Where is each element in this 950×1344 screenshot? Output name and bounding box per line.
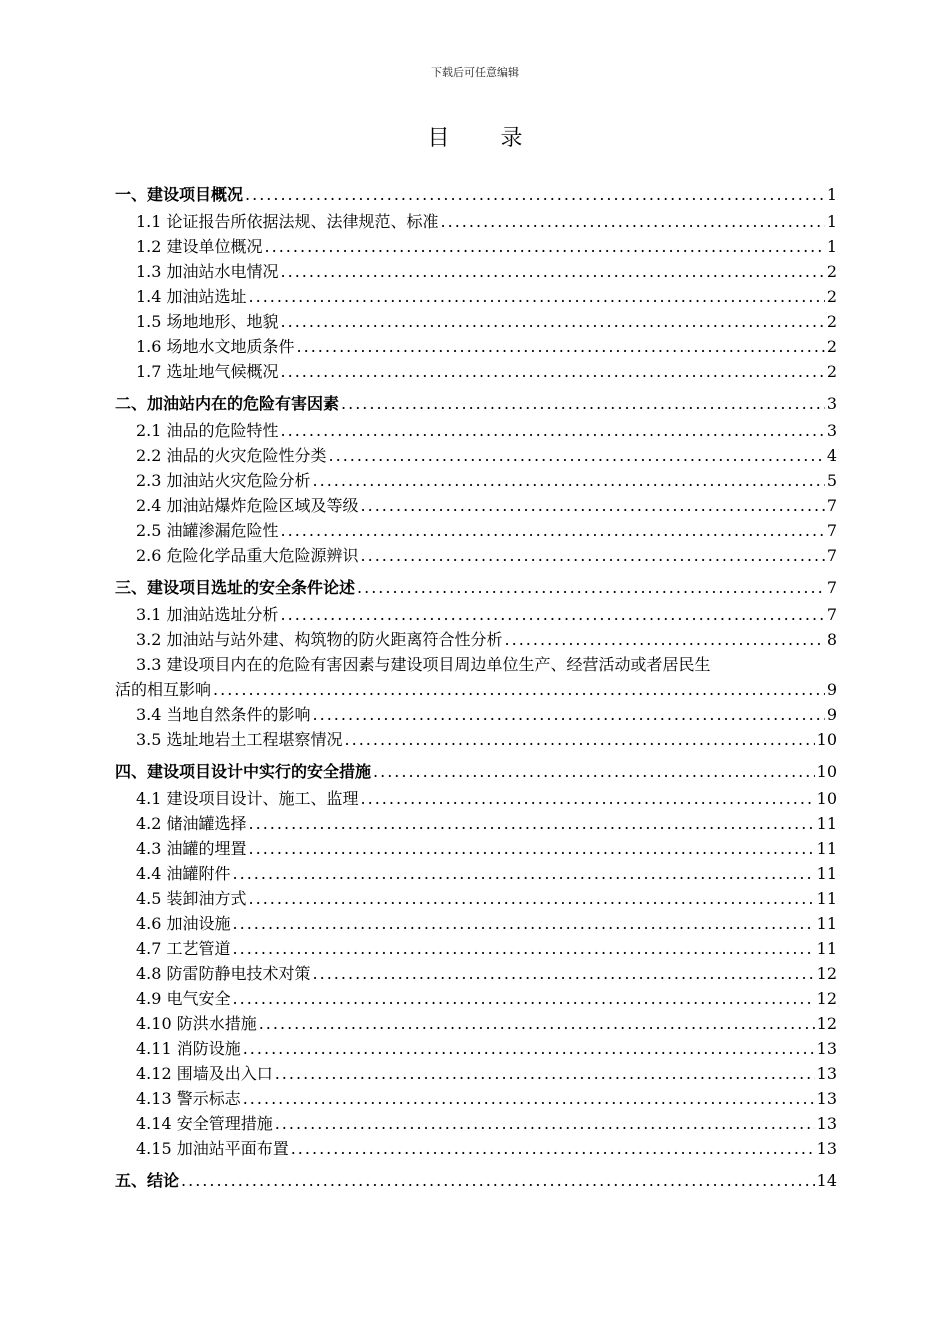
toc-leader-dots xyxy=(361,786,815,811)
toc-entry-label: 4.8 防雷防静电技术对策 xyxy=(136,964,311,983)
toc-entry-label: 1.3 加油站水电情况 xyxy=(136,262,279,281)
toc-leader-dots xyxy=(291,1136,815,1161)
toc-entry-label: 2.6 危险化学品重大危险源辨识 xyxy=(136,546,359,565)
toc-leader-dots xyxy=(213,677,825,702)
toc-leader-dots xyxy=(281,602,825,627)
toc-leader-dots xyxy=(249,836,815,861)
toc-entry[interactable] xyxy=(115,543,837,568)
toc-page-number: 10 xyxy=(816,789,837,808)
toc-page-number: 13 xyxy=(816,1139,837,1158)
toc-page-number: 4 xyxy=(826,446,837,465)
toc-entry-label: 3.4 当地自然条件的影响 xyxy=(136,705,311,724)
toc-page-number: 13 xyxy=(816,1039,837,1058)
toc-entry[interactable] xyxy=(115,836,837,861)
toc-entry[interactable] xyxy=(115,1036,837,1061)
toc-entry[interactable] xyxy=(115,518,837,543)
toc-page-number: 2 xyxy=(826,262,837,281)
toc-leader-dots xyxy=(181,1167,815,1195)
toc-entry-label: 1.6 场地水文地质条件 xyxy=(136,337,295,356)
toc-entry-label: 4.4 油罐附件 xyxy=(136,864,231,883)
toc-entry-label-continued: 活的相互影响 xyxy=(115,680,212,699)
toc-entry[interactable] xyxy=(115,1086,837,1111)
toc-leader-dots xyxy=(329,443,825,468)
toc-page-number: 12 xyxy=(816,989,837,1008)
toc-entry[interactable] xyxy=(115,727,837,752)
toc-leader-dots xyxy=(249,886,815,911)
toc-entry-label: 一、建设项目概况 xyxy=(115,185,244,204)
toc-leader-dots xyxy=(313,702,825,727)
toc-section-entry[interactable] xyxy=(115,181,837,209)
toc-leader-dots xyxy=(245,181,825,209)
toc-entry[interactable] xyxy=(115,986,837,1011)
toc-leader-dots xyxy=(265,234,825,259)
toc-leader-dots xyxy=(243,1086,815,1111)
toc-entry-label: 4.9 电气安全 xyxy=(136,989,231,1008)
toc-page-number: 1 xyxy=(826,185,837,204)
toc-entry-label: 二、加油站内在的危险有害因素 xyxy=(115,394,340,413)
toc-page-number: 11 xyxy=(816,864,837,883)
toc-entry[interactable] xyxy=(115,493,837,518)
toc-entry-label: 4.13 警示标志 xyxy=(136,1089,241,1108)
toc-leader-dots xyxy=(441,209,825,234)
toc-leader-dots xyxy=(313,468,825,493)
toc-entry[interactable] xyxy=(115,702,837,727)
toc-entry-label: 3.2 加油站与站外建、构筑物的防火距离符合性分析 xyxy=(136,630,503,649)
toc-leader-dots xyxy=(259,1011,815,1036)
toc-entry[interactable] xyxy=(115,334,837,359)
toc-page-number: 7 xyxy=(826,546,837,565)
toc-entry-label: 2.1 油品的危险特性 xyxy=(136,421,279,440)
toc-page-number: 13 xyxy=(816,1089,837,1108)
toc-page-number: 7 xyxy=(826,578,837,597)
toc-leader-dots xyxy=(361,493,825,518)
toc-entry-label: 4.6 加油设施 xyxy=(136,914,231,933)
toc-leader-dots xyxy=(275,1111,815,1136)
toc-page-number: 1 xyxy=(826,237,837,256)
toc-leader-dots xyxy=(249,811,815,836)
toc-entry-label: 4.15 加油站平面布置 xyxy=(136,1139,289,1158)
toc-entry[interactable] xyxy=(115,861,837,886)
toc-page-number: 8 xyxy=(826,630,837,649)
toc-page-number: 12 xyxy=(816,964,837,983)
toc-entry[interactable] xyxy=(115,911,837,936)
toc-leader-dots xyxy=(361,543,825,568)
toc-entry[interactable] xyxy=(115,1136,837,1161)
toc-entry[interactable] xyxy=(115,886,837,911)
toc-entry[interactable] xyxy=(115,602,837,627)
toc-entry[interactable] xyxy=(115,443,837,468)
toc-section-entry[interactable] xyxy=(115,574,837,602)
toc-leader-dots xyxy=(341,390,825,418)
toc-entry[interactable] xyxy=(115,259,837,284)
toc-page-number: 11 xyxy=(816,814,837,833)
toc-entry-label: 2.2 油品的火灾危险性分类 xyxy=(136,446,327,465)
toc-entry-label: 4.12 围墙及出入口 xyxy=(136,1064,273,1083)
toc-page-number: 7 xyxy=(826,605,837,624)
page-header: 下载后可任意编辑 xyxy=(431,66,519,79)
toc-entry[interactable] xyxy=(115,1011,837,1036)
toc-leader-dots xyxy=(313,961,815,986)
toc-leader-dots xyxy=(233,936,815,961)
toc-leader-dots xyxy=(281,359,825,384)
toc-leader-dots xyxy=(281,518,825,543)
toc-leader-dots xyxy=(233,911,815,936)
toc-page-number: 10 xyxy=(816,762,837,781)
toc-section-entry[interactable] xyxy=(115,390,837,418)
toc-entry[interactable] xyxy=(115,1061,837,1086)
toc-entry[interactable] xyxy=(115,284,837,309)
toc-page-number: 5 xyxy=(826,471,837,490)
toc-entry[interactable] xyxy=(115,209,837,234)
toc-entry-label: 2.5 油罐渗漏危险性 xyxy=(136,521,279,540)
toc-leader-dots xyxy=(505,627,825,652)
toc-leader-dots xyxy=(357,574,825,602)
toc-page-number: 3 xyxy=(826,421,837,440)
toc-entry[interactable] xyxy=(115,677,837,702)
toc-leader-dots xyxy=(281,309,825,334)
toc-entry-label: 3.3 建设项目内在的危险有害因素与建设项目周边单位生产、经营活动或者居民生 xyxy=(136,655,711,674)
toc-page-number: 2 xyxy=(826,312,837,331)
toc-entry[interactable] xyxy=(115,811,837,836)
toc-entry-line[interactable] xyxy=(115,652,837,677)
toc-page-number: 12 xyxy=(816,1014,837,1033)
toc-entry-label: 4.2 储油罐选择 xyxy=(136,814,247,833)
toc-section-entry[interactable] xyxy=(115,758,837,786)
toc-page-number: 9 xyxy=(826,705,837,724)
toc-entry[interactable] xyxy=(115,961,837,986)
toc-leader-dots xyxy=(373,758,815,786)
toc-entry-label: 3.1 加油站选址分析 xyxy=(136,605,279,624)
toc-entry-label: 2.4 加油站爆炸危险区域及等级 xyxy=(136,496,359,515)
toc-entry[interactable] xyxy=(115,309,837,334)
toc-leader-dots xyxy=(233,861,815,886)
toc-page-number: 3 xyxy=(826,394,837,413)
toc-leader-dots xyxy=(243,1036,815,1061)
toc-page-number: 11 xyxy=(816,914,837,933)
toc-page-number: 2 xyxy=(826,287,837,306)
toc-entry[interactable] xyxy=(115,234,837,259)
toc-leader-dots xyxy=(281,418,825,443)
toc-entry[interactable] xyxy=(115,936,837,961)
toc-page-number: 11 xyxy=(816,839,837,858)
toc-entry-label: 4.7 工艺管道 xyxy=(136,939,231,958)
toc-page-number: 7 xyxy=(826,521,837,540)
toc-entry-label: 4.5 装卸油方式 xyxy=(136,889,247,908)
toc-entry-label: 1.5 场地地形、地貌 xyxy=(136,312,279,331)
toc-entry-label: 三、建设项目选址的安全条件论述 xyxy=(115,578,356,597)
toc-entry[interactable] xyxy=(115,786,837,811)
toc-page-number: 10 xyxy=(816,730,837,749)
toc-page-number: 7 xyxy=(826,496,837,515)
toc-page-number: 13 xyxy=(816,1064,837,1083)
toc-section-entry[interactable] xyxy=(115,1167,837,1195)
toc-entry-label: 4.1 建设项目设计、施工、监理 xyxy=(136,789,359,808)
toc-entry[interactable] xyxy=(115,359,837,384)
toc-page-number: 2 xyxy=(826,337,837,356)
toc-entry-label: 1.2 建设单位概况 xyxy=(136,237,263,256)
toc-entry-label: 3.5 选址地岩土工程堪察情况 xyxy=(136,730,343,749)
toc-entry[interactable] xyxy=(115,418,837,443)
toc-entry-label: 四、建设项目设计中实行的安全措施 xyxy=(115,762,372,781)
toc-entry-label: 五、结论 xyxy=(115,1171,180,1190)
toc-leader-dots xyxy=(281,259,825,284)
toc-leader-dots xyxy=(275,1061,815,1086)
toc-page-number: 14 xyxy=(816,1171,837,1190)
toc-page-number: 11 xyxy=(816,889,837,908)
toc-entry-label: 4.10 防洪水措施 xyxy=(136,1014,257,1033)
page-title: 目 录 xyxy=(427,126,545,151)
toc-entry-label: 1.4 加油站选址 xyxy=(136,287,247,306)
toc-entry[interactable] xyxy=(115,1111,837,1136)
toc-page-number: 9 xyxy=(826,680,837,699)
toc-entry-label: 4.11 消防设施 xyxy=(136,1039,241,1058)
toc-leader-dots xyxy=(249,284,825,309)
toc-entry-label: 2.3 加油站火灾危险分析 xyxy=(136,471,311,490)
toc-entry-label: 1.1 论证报告所依据法规、法律规范、标准 xyxy=(136,212,439,231)
table-of-contents xyxy=(115,181,837,1195)
toc-page-number: 1 xyxy=(826,212,837,231)
toc-entry-label: 4.3 油罐的埋置 xyxy=(136,839,247,858)
toc-page-number: 13 xyxy=(816,1114,837,1133)
toc-leader-dots xyxy=(297,334,825,359)
toc-entry-label: 4.14 安全管理措施 xyxy=(136,1114,273,1133)
toc-leader-dots xyxy=(345,727,815,752)
toc-entry[interactable] xyxy=(115,468,837,493)
toc-entry-label: 1.7 选址地气候概况 xyxy=(136,362,279,381)
toc-entry[interactable] xyxy=(115,627,837,652)
toc-page-number: 11 xyxy=(816,939,837,958)
toc-page-number: 2 xyxy=(826,362,837,381)
toc-leader-dots xyxy=(233,986,815,1011)
